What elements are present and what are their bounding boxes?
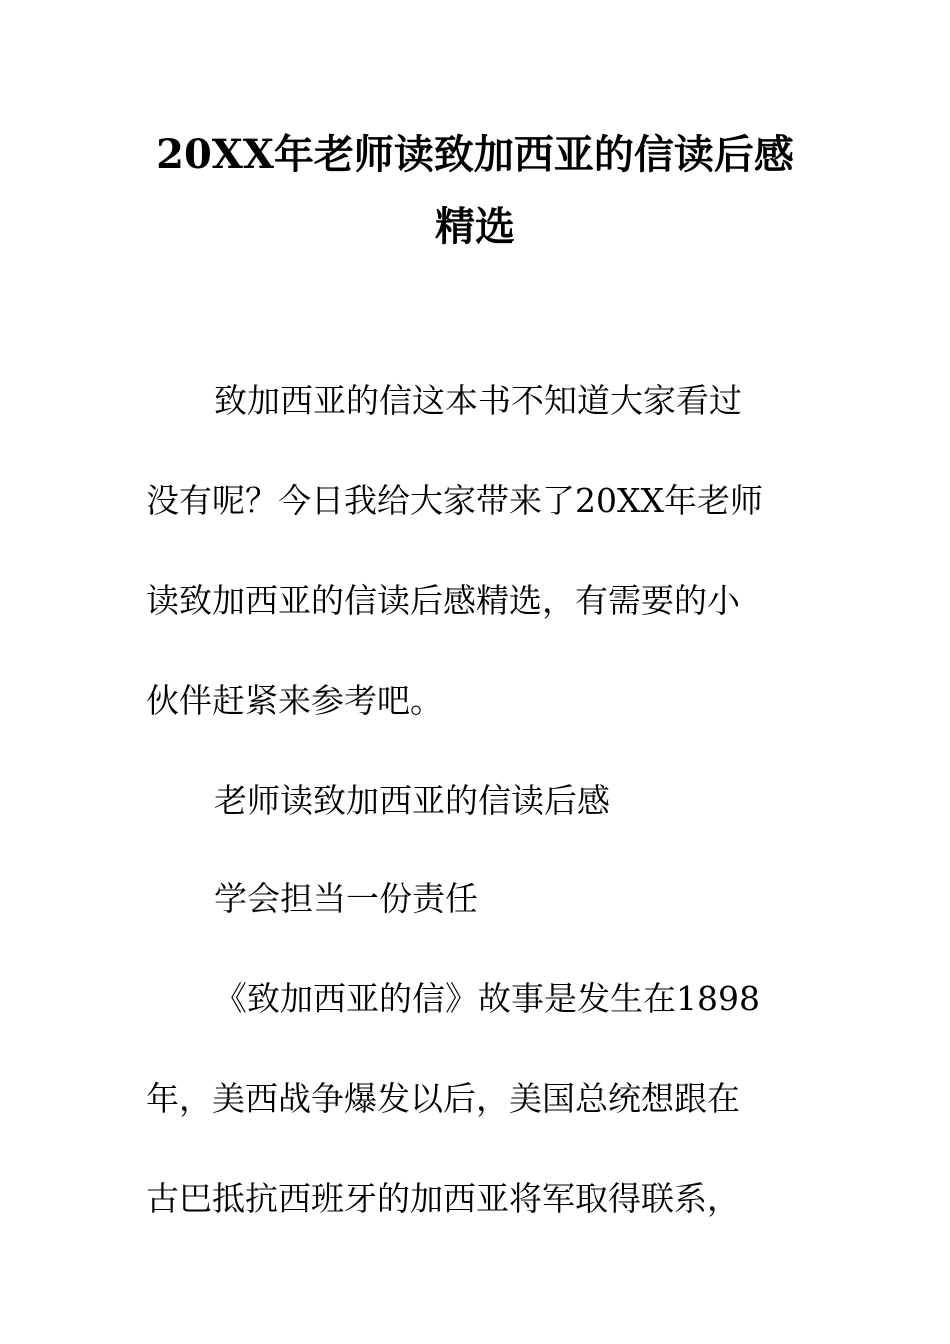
document-title-continuation: 精选 [435,203,515,250]
body-line: 年，美西战争爆发以后，美国总统想跟在 [146,1079,740,1118]
body-line: 古巴抵抗西班牙的加西亚将军取得联系， [146,1179,740,1218]
section-heading: 老师读致加西亚的信读后感 [214,781,610,820]
body-line: 致加西亚的信这本书不知道大家看过 [214,381,742,420]
subheading: 学会担当一份责任 [214,879,478,918]
body-line: 伙伴赶紧来参考吧。 [146,681,443,720]
body-line: 《致加西亚的信》故事是发生在1898 [214,979,760,1018]
body-line: 没有呢？今日我给大家带来了20XX年老师 [146,481,763,520]
body-line: 读致加西亚的信读后感精选，有需要的小 [146,581,740,620]
document-title: 20XX年老师读致加西亚的信读后感 [156,131,794,178]
